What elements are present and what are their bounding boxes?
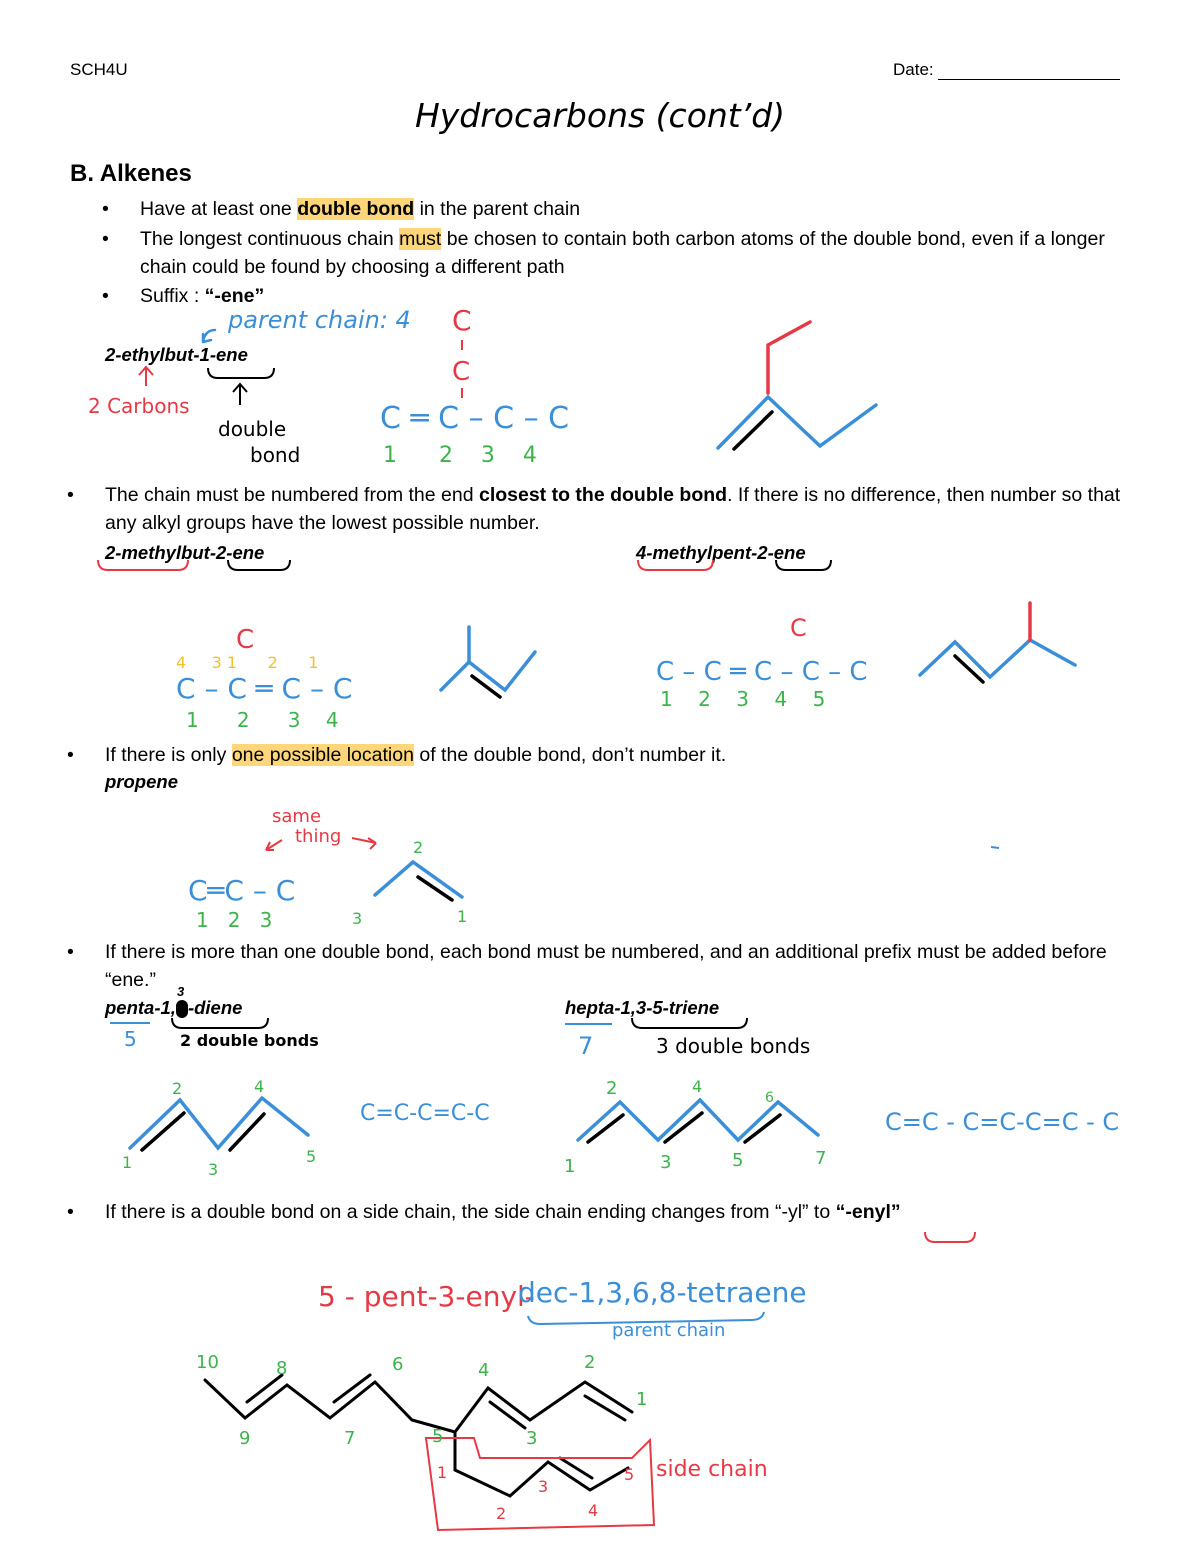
formula-ex2-top: C — [236, 625, 255, 655]
name-part: -diene — [187, 997, 243, 1018]
annotation-num5: 5 — [124, 1027, 137, 1051]
svg-text:1: 1 — [636, 1389, 648, 1410]
formula-ex3-numbers: 1 2 3 4 5 — [660, 687, 826, 711]
formula-ex2-above: 4 3 1 2 1 — [176, 653, 319, 672]
double-bond-brace — [208, 368, 274, 378]
skeletal-ex3 — [920, 603, 1075, 682]
annotation-bond: bond — [250, 443, 301, 467]
svg-text:2: 2 — [584, 1352, 596, 1373]
svg-text:3: 3 — [352, 909, 363, 928]
course-code: SCH4U — [70, 60, 128, 79]
svg-text:5: 5 — [306, 1147, 317, 1166]
svg-text:5: 5 — [432, 1426, 444, 1447]
formula-ex1-mid: C — [452, 357, 471, 387]
bullet-text: Have at least one — [140, 198, 298, 220]
svg-text:4: 4 — [478, 1360, 490, 1381]
formula-ex2-below: 1 2 3 4 — [186, 708, 339, 732]
svg-text:1: 1 — [122, 1153, 133, 1172]
svg-text:6: 6 — [765, 1090, 774, 1106]
formula-ex4-main: C═C – C — [188, 874, 296, 907]
svg-text:2: 2 — [606, 1078, 618, 1099]
compound-name-ex1: 2-ethylbut-1-ene — [105, 344, 248, 365]
highlighted-term: double bond — [297, 198, 415, 220]
formula-ex3-main: C – C ═ C – C – C — [656, 657, 868, 687]
svg-text:5: 5 — [732, 1150, 744, 1171]
skeletal-ex1 — [718, 322, 876, 449]
svg-text:2: 2 — [172, 1079, 183, 1098]
annotation-thing: thing — [295, 826, 342, 847]
date-label: Date: — [893, 60, 934, 79]
big-name-prefix: 5 - pent-3-enyl- — [318, 1280, 535, 1313]
skeletal-ex6 — [578, 1100, 818, 1142]
svg-text:3: 3 — [526, 1428, 538, 1449]
svg-text:3: 3 — [538, 1477, 549, 1496]
skeletal-ex2 — [441, 627, 535, 697]
formula-ex1-main: C ═ C – C – C — [380, 401, 570, 436]
svg-text:2: 2 — [413, 838, 424, 857]
skeletal-big — [205, 1375, 635, 1496]
formula-ex1-numbers: 1 2 3 4 — [383, 443, 537, 468]
annotation-parent-chain-2: parent chain — [612, 1320, 726, 1341]
svg-text:1: 1 — [564, 1156, 576, 1177]
skeletal-ex4 — [375, 862, 462, 900]
formula-ex3-top: C — [790, 614, 807, 642]
bold-term: “-ene” — [204, 285, 265, 307]
svg-text:9: 9 — [239, 1428, 251, 1449]
svg-text:10: 10 — [196, 1352, 219, 1373]
section-heading: B. Alkenes — [70, 160, 192, 187]
svg-text:3: 3 — [208, 1160, 219, 1179]
name-part: penta-1, — [105, 997, 176, 1018]
bullet-text: be chosen to contain both carbon atoms of the double bond, even if a longer chain could be found by choosing a different path — [140, 228, 1105, 278]
bold-term: “-enyl” — [835, 1201, 901, 1223]
compound-name-ex6: hepta-1,3-5-triene — [565, 997, 720, 1018]
bullet-text: The longest continuous chain — [140, 228, 400, 250]
big-name-parent: dec-1,3,6,8-tetraene — [518, 1276, 807, 1309]
svg-text:7: 7 — [815, 1148, 827, 1169]
compound-name-ex2: 2-methylbut-2-ene — [105, 542, 265, 563]
arrow-to-parent-chain — [203, 330, 215, 342]
svg-text:6: 6 — [392, 1354, 404, 1375]
bold-term: closest to the double bond — [478, 484, 728, 506]
annotation-3-double-bonds: 3 double bonds — [656, 1034, 811, 1058]
page-title: Hydrocarbons (cont’d) — [414, 96, 786, 135]
highlighted-term: must — [399, 228, 442, 250]
svg-text:4: 4 — [588, 1501, 599, 1520]
bullet-multiple-bonds: • If there is more than one double bond, each bond must be numbered, and an additional prefix must be added before “ene.” — [105, 938, 1145, 994]
compound-name-ex3: 4-methylpent-2-ene — [636, 542, 806, 563]
svg-text:5: 5 — [624, 1465, 635, 1484]
formula-ex4-numbers: 1 2 3 — [196, 908, 273, 932]
annotation-same: same — [272, 806, 322, 827]
annotation-num7: 7 — [578, 1032, 594, 1060]
svg-text:3: 3 — [660, 1152, 672, 1173]
svg-text:4: 4 — [692, 1077, 703, 1096]
big-chain-numbers — [196, 1352, 647, 1449]
arrow-up-black — [233, 384, 247, 405]
arrow-up-red — [139, 367, 153, 386]
highlighted-term: one possible location — [231, 744, 414, 766]
annotation-2-double-bonds: 2 double bonds — [180, 1031, 319, 1050]
annotation-2-carbons: 2 Carbons — [88, 394, 190, 418]
annotation-side-chain: side chain — [656, 1457, 768, 1482]
svg-text:4: 4 — [254, 1077, 265, 1096]
bullet-text: If there is a double bond on a side chain, the side chain ending changes from “-yl” to — [105, 1201, 836, 1223]
compound-name-ex4: propene — [105, 771, 178, 792]
svg-text:2: 2 — [496, 1504, 507, 1523]
formula-ex1-top: C — [452, 304, 472, 337]
skeletal-ex5 — [130, 1098, 308, 1150]
svg-text:1: 1 — [437, 1463, 448, 1482]
formula-ex6-main: C=C - C=C-C=C - C — [885, 1108, 1120, 1136]
bullet-text: of the double bond, don’t number it. — [413, 744, 727, 766]
bullet-text: The chain must be numbered from the end — [105, 484, 479, 506]
annotation-double: double — [218, 417, 287, 441]
formula-ex5-main: C=C-C=C-C — [360, 1101, 490, 1126]
svg-text:7: 7 — [344, 1428, 356, 1449]
formula-ex2-main: C – C ═ C – C — [176, 672, 353, 705]
bullet-text: in the parent chain — [414, 198, 581, 220]
svg-text:8: 8 — [276, 1358, 288, 1379]
bullet-text: If there is only — [105, 744, 232, 766]
marker-digit: 3 — [176, 984, 185, 1000]
annotation-parent-chain: parent chain: 4 — [228, 306, 411, 334]
bullet-text: Suffix : — [140, 285, 205, 307]
bullet-text: . If there is no difference, then number so that any alkyl groups have the lowest possible number. — [105, 484, 1121, 534]
svg-text:1: 1 — [457, 907, 468, 926]
